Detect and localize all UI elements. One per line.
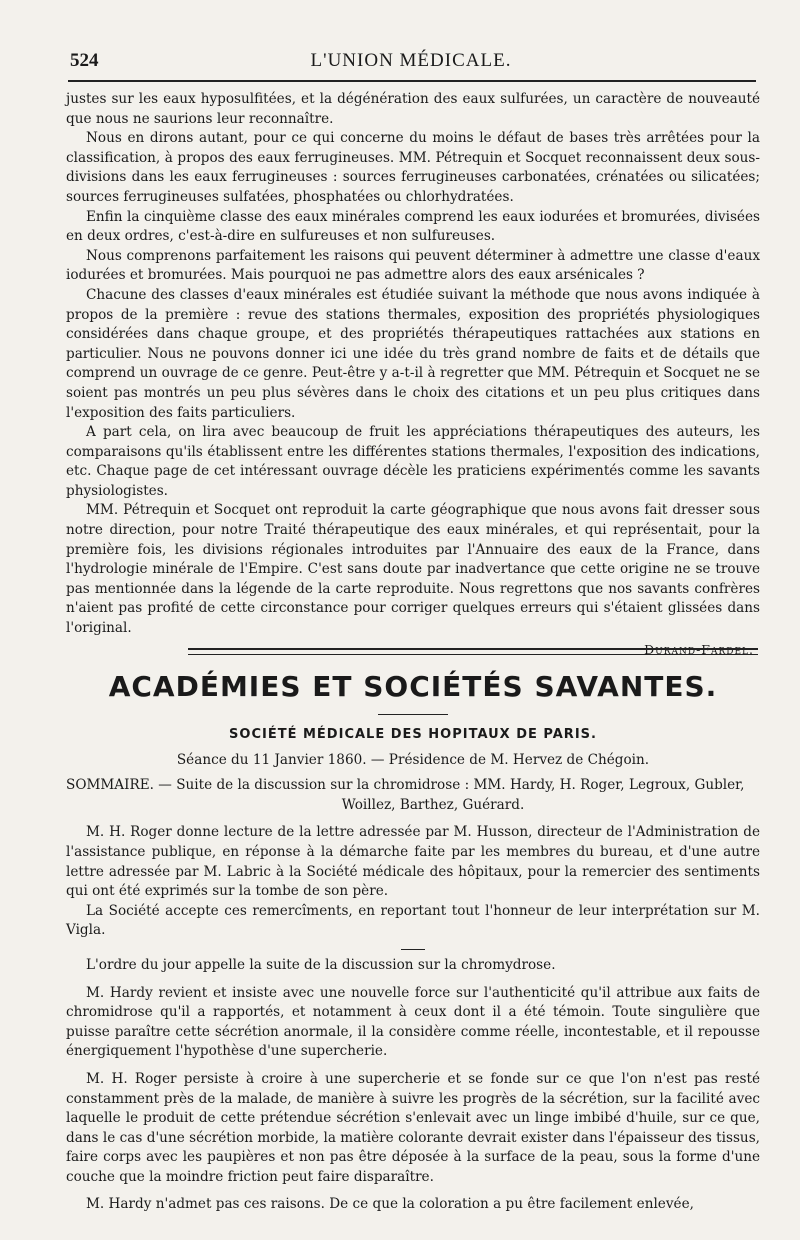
review-paragraph: Chacune des classes d'eaux minérales est étudiée suivant la méthode que nous avons indiquée à propos de la première : revue des stations thermales, exposition des propriétés physiologiques considérées dans chaque groupe, et des propriétés thérapeutiques rattachées aux stations en particulier. Nous ne pouvons donner ici une idée du très grand nombre de faits et de détails que comprend un ouvrage de ce genre. Peut-être y a-t-il à regretter que MM. Pétrequin et Socquet ne se soient pas montrés un peu plus sévères dans le choix des citations et un peu plus critiques dans l'exposition des faits particuliers. — [66, 286, 760, 421]
minutes-paragraph: M. Hardy revient et insiste avec une nouvelle force sur l'authenticité qu'il attribue aux faits de chromidrose qu'il a rapportés, et notamment à ceux dont il a été témoin. Toute singulière que puisse paraître cette sécrétion anormale, il la considère comme réelle, incontestable, et il repousse énergiquement l'hypothèse d'une supercherie. — [66, 984, 760, 1060]
academies-section — [66, 660, 760, 1215]
minutes-paragraph: M. Hardy n'admet pas ces raisons. De ce que la coloration a pu être facilement enlevée, — [86, 1196, 694, 1213]
running-head — [70, 50, 752, 76]
title-rule — [378, 714, 448, 715]
review-paragraph: MM. Pétrequin et Socquet ont reproduit la carte géographique que nous avons fait dresser sous notre direction, pour notre Traité thérapeutique des eaux minérales, et qui représentait, pour la première fois, les divisions régionales introduites par l'Annuaire des eaux de la France, dans l'hydrologie minérale de l'Empire. C'est sans doute par inadvertance que cette origine ne se trouve pas mentionnée dans la légende de la carte reproduite. Nous regrettons que nos savants confrères n'aient pas profité de cette circonstance pour corriger quelques erreurs qui s'étaient glissées dans l'original. — [66, 502, 760, 637]
minutes-paragraph: L'ordre du jour appelle la suite de la discussion sur la chromydrose. — [86, 956, 556, 973]
review-paragraph: justes sur les eaux hyposulfitées, et la dégénération des eaux sulfurées, un caractère de nouveauté que nous ne saurions leur reconnaître. — [66, 91, 760, 127]
sommaire-line: SOMMAIRE. — Suite de la discussion sur la chromidrose : MM. Hardy, H. Roger, Legroux, Gubler, — [66, 777, 745, 794]
section-title: ACADÉMIES ET SOCIÉTÉS SAVANTES. — [108, 670, 718, 703]
minutes-paragraph: M. H. Roger donne lecture de la lettre adressée par M. Husson, directeur de l'Administration de l'assistance publique, en réponse à la démarche faite par les membres du bureau, et d'une autre lettre adressée par M. Labric à la Société médicale des hôpitaux, pour la remercier des sentiments qui ont été exprimés sur la tombe de son père. — [66, 824, 760, 900]
society-heading: SOCIÉTÉ MÉDICALE DES HOPITAUX DE PARIS. — [229, 727, 597, 742]
seance-line: Séance du 11 Janvier 1860. — Présidence de M. Hervez de Chégoin. — [176, 751, 650, 768]
minutes-paragraph: La Société accepte ces remercîments, en reportant tout l'honneur de leur interprétation sur M. Vigla. — [66, 902, 760, 939]
book-review-text — [66, 90, 760, 659]
section-divider — [188, 648, 758, 655]
sommaire-line: Woillez, Barthez, Guérard. — [341, 796, 525, 813]
review-paragraph: Nous comprenons parfaitement les raisons qui peuvent déterminer à admettre une classe d'eaux iodurées et bromurées. Mais pourquoi ne pas admettre alors des eaux arsénicales ? — [66, 247, 760, 284]
author-signature: Durand-Fardel. — [644, 641, 754, 657]
review-paragraph: Enfin la cinquième classe des eaux minérales comprend les eaux iodurées et bromurées, divisées en deux ordres, c'est-à-dire en sulfureuses et non sulfureuses. — [66, 208, 760, 245]
review-paragraph: Nous en dirons autant, pour ce qui concerne du moins le défaut de bases très arrêtées pour la classification, à propos des eaux ferrugineuses. MM. Pétrequin et Socquet reconnaissent deux sous-divisions dans les eaux ferrugineuses : sources ferrugineuses carbonatées, crénatées ou silicatées; sources ferrugineuses sulfatées, phosphatées ou chlorhydratées. — [66, 130, 760, 205]
sommaire — [66, 776, 760, 815]
minutes-paragraph: M. H. Roger persiste à croire à une supercherie et se fonde sur ce que l'on n'est pas resté constamment près de la malade, de manière à suivre les progrès de la sécrétion, sur la facilité avec laquelle le produit de cette prétendue sécrétion s'enlevait avec un linge imbibé d'huile, sur ce que, dans le cas d'une sécrétion morbide, la matière colorante devrait exister dans l'épaisseur des tissus, faire corps avec les paupières et non pas être déposée à la surface de la peau, sous la forme d'une couche que la moindre friction peut faire disparaître. — [66, 1070, 760, 1185]
journal-title: L'UNION MÉDICALE. — [310, 50, 512, 71]
review-paragraph: A part cela, on lira avec beaucoup de fruit les appréciations thérapeutiques des auteurs, les comparaisons qu'ils établissent entre les différentes stations thermales, l'exposition des indications, etc. Chaque page de cet intéressant ouvrage décèle les praticiens expérimentés comme les savants physiologistes. — [66, 424, 760, 499]
paragraph-rule — [401, 949, 425, 950]
page-number: 524 — [70, 50, 99, 71]
header-rule — [68, 80, 756, 82]
